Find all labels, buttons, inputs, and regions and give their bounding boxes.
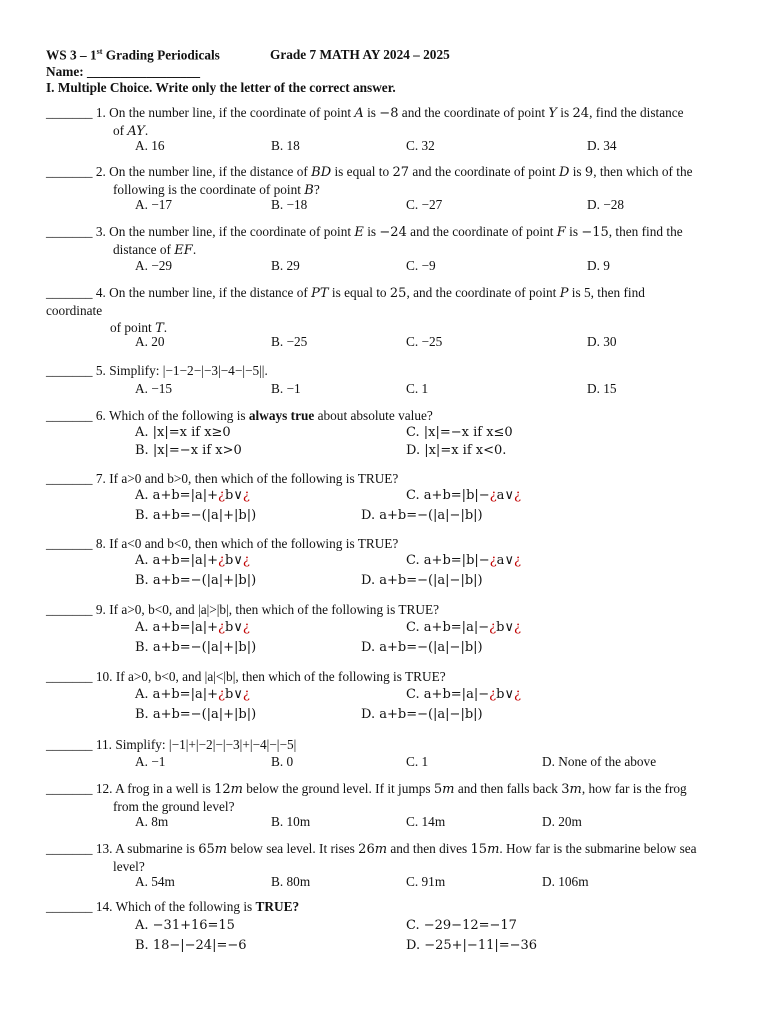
- answer-blank[interactable]: _______: [46, 285, 93, 300]
- option-d[interactable]: D. 30: [587, 334, 617, 349]
- option-c[interactable]: C. −27: [406, 197, 443, 212]
- option-a[interactable]: A. −29: [135, 258, 173, 273]
- option-a[interactable]: A. 54m: [135, 874, 175, 889]
- option-d[interactable]: D. a+b=−(|a|−|b|): [361, 573, 483, 588]
- answer-blank[interactable]: _______: [46, 841, 93, 856]
- section-heading: I. Multiple Choice. Write only the letter of the correct answer.: [46, 80, 396, 95]
- question-6: _______ 6. Which of the following is always true about absolute value? A. |x|=x if x≥0 C. |x|=−x if x≤0 B. |x|=−x if x>0 D. |x|=x if x<0.: [46, 408, 513, 458]
- option-b[interactable]: B. a+b=−(|a|+|b|): [135, 573, 257, 588]
- answer-blank[interactable]: _______: [46, 602, 93, 617]
- worksheet-title: WS 3 – 1st Grading Periodicals: [46, 47, 220, 63]
- question-14: _______ 14. Which of the following is TRUE? A. −31+16=15 C. −29−12=−17 B. 18−|−24|=−6 D. −25+|−11|=−36: [46, 899, 538, 953]
- name-field[interactable]: Name: _________________: [46, 64, 201, 79]
- option-b[interactable]: B. 80m: [271, 874, 311, 889]
- option-c[interactable]: C. 14m: [406, 814, 446, 829]
- option-c[interactable]: C. 91m: [406, 874, 446, 889]
- option-b[interactable]: B. a+b=−(|a|+|b|): [135, 508, 257, 523]
- option-c[interactable]: C. −25: [406, 334, 443, 349]
- option-a[interactable]: A. −1: [135, 754, 166, 769]
- answer-blank[interactable]: _______: [46, 899, 93, 914]
- answer-blank[interactable]: _______: [46, 471, 93, 486]
- option-c[interactable]: C. a+b=|a|−¿b∨¿: [406, 687, 521, 702]
- question-12: _______ 12. A frog in a well is 12m below the ground level. If it jumps 5m and then falls back 3m, how far is the frog from the ground level? A. 8m B. 10m C. 14m D. 20m: [46, 781, 687, 829]
- question-4: _______ 4. On the number line, if the distance of PT is equal to 25, and the coordinate of point P is 5, then find coordinate of point T. A. 20 B. −25 C. −25 D. 30: [46, 285, 645, 349]
- option-c[interactable]: C. a+b=|a|−¿b∨¿: [406, 620, 521, 635]
- option-c[interactable]: C. 1: [406, 754, 429, 769]
- option-d[interactable]: D. 106m: [542, 874, 589, 889]
- option-b[interactable]: B. a+b=−(|a|+|b|): [135, 640, 257, 655]
- option-c[interactable]: C. 1: [406, 381, 429, 396]
- answer-blank[interactable]: _______: [46, 164, 93, 179]
- option-b[interactable]: B. 29: [271, 258, 300, 273]
- option-d[interactable]: D. |x|=x if x<0.: [406, 443, 507, 458]
- option-b[interactable]: B. 18: [271, 138, 300, 153]
- option-d[interactable]: D. a+b=−(|a|−|b|): [361, 640, 483, 655]
- question-9: _______ 9. If a>0, b<0, and |a|>|b|, then which of the following is TRUE? A. a+b=|a|+¿b∨¿ C. a+b=|a|−¿b∨¿ B. a+b=−(|a|+|b|) D. a+b=−(|a|−|b|): [46, 602, 521, 655]
- option-d[interactable]: D. −25+|−11|=−36: [406, 938, 538, 953]
- option-d[interactable]: D. 20m: [542, 814, 582, 829]
- question-13: _______ 13. A submarine is 65m below sea level. It rises 26m and then dives 15m. How far is the submarine below sea level? A. 54m B. 80m C. 91m D. 106m: [46, 841, 697, 889]
- question-3: _______ 3. On the number line, if the coordinate of point E is −24 and the coordinate of point F is −15, then find the distance of EF. A. −29 B. 29 C. −9 D. 9: [46, 224, 683, 273]
- option-d[interactable]: D. 15: [587, 381, 617, 396]
- option-b[interactable]: B. a+b=−(|a|+|b|): [135, 707, 257, 722]
- option-d[interactable]: D. a+b=−(|a|−|b|): [361, 707, 483, 722]
- answer-blank[interactable]: _______: [46, 224, 93, 239]
- question-7: _______ 7. If a>0 and b>0, then which of the following is TRUE? A. a+b=|a|+¿b∨¿ C. a+b=|b|−¿a∨¿ B. a+b=−(|a|+|b|) D. a+b=−(|a|−|b|): [46, 471, 521, 523]
- answer-blank[interactable]: _______: [46, 363, 93, 378]
- question-1: _______ 1. On the number line, if the coordinate of point A is −8 and the coordinate of point Y is 24, find the distance of AY. A. 16 B. 18 C. 32 D. 34: [46, 105, 684, 153]
- answer-blank[interactable]: _______: [46, 105, 93, 120]
- option-a[interactable]: A. −15: [135, 381, 173, 396]
- option-c[interactable]: C. 32: [406, 138, 435, 153]
- option-a[interactable]: A. a+b=|a|+¿b∨¿: [135, 488, 250, 503]
- option-c[interactable]: C. a+b=|b|−¿a∨¿: [406, 553, 521, 568]
- option-b[interactable]: B. 10m: [271, 814, 311, 829]
- option-a[interactable]: A. 8m: [135, 814, 169, 829]
- option-a[interactable]: A. −31+16=15: [135, 918, 235, 933]
- option-a[interactable]: A. 20: [135, 334, 165, 349]
- answer-blank[interactable]: _______: [46, 408, 93, 423]
- option-b[interactable]: B. 0: [271, 754, 294, 769]
- option-b[interactable]: B. −1: [271, 381, 301, 396]
- option-b[interactable]: B. −25: [271, 334, 308, 349]
- question-2: _______ 2. On the number line, if the distance of BD is equal to 27 and the coordinate of point D is 9, then which of the following is the coordinate of point B? A. −17 B. −18 C. −27 D. −28: [46, 164, 693, 212]
- option-d[interactable]: D. a+b=−(|a|−|b|): [361, 508, 483, 523]
- option-b[interactable]: B. −18: [271, 197, 308, 212]
- option-c[interactable]: C. −9: [406, 258, 436, 273]
- grade-title: Grade 7 MATH AY 2024 – 2025: [270, 47, 450, 62]
- option-b[interactable]: B. |x|=−x if x>0: [135, 443, 242, 458]
- question-10: _______ 10. If a>0, b<0, and |a|<|b|, then which of the following is TRUE? A. a+b=|a|+¿b∨¿ C. a+b=|a|−¿b∨¿ B. a+b=−(|a|+|b|) D. a+b=−(|a|−|b|): [46, 669, 521, 722]
- option-b[interactable]: B. 18−|−24|=−6: [135, 938, 247, 953]
- option-a[interactable]: A. a+b=|a|+¿b∨¿: [135, 553, 250, 568]
- option-d[interactable]: D. −28: [587, 197, 625, 212]
- question-5: _______ 5. Simplify: |−1−2−|−3|−4−|−5||. A. −15 B. −1 C. 1 D. 15: [46, 363, 617, 396]
- question-11: _______ 11. Simplify: |−1|+|−2|−|−3|+|−4|−|−5| A. −1 B. 0 C. 1 D. None of the above: [46, 737, 657, 769]
- option-d[interactable]: D. None of the above: [542, 754, 657, 769]
- answer-blank[interactable]: _______: [46, 536, 93, 551]
- option-a[interactable]: A. a+b=|a|+¿b∨¿: [135, 620, 250, 635]
- option-a[interactable]: A. a+b=|a|+¿b∨¿: [135, 687, 250, 702]
- option-a[interactable]: A. |x|=x if x≥0: [135, 425, 231, 440]
- answer-blank[interactable]: _______: [46, 737, 93, 752]
- option-d[interactable]: D. 9: [587, 258, 610, 273]
- option-c[interactable]: C. −29−12=−17: [406, 918, 517, 933]
- option-a[interactable]: A. −17: [135, 197, 173, 212]
- question-8: _______ 8. If a<0 and b<0, then which of the following is TRUE? A. a+b=|a|+¿b∨¿ C. a+b=|b|−¿a∨¿ B. a+b=−(|a|+|b|) D. a+b=−(|a|−|b|): [46, 536, 521, 588]
- option-c[interactable]: C. |x|=−x if x≤0: [406, 425, 513, 440]
- option-d[interactable]: D. 34: [587, 138, 617, 153]
- option-a[interactable]: A. 16: [135, 138, 165, 153]
- answer-blank[interactable]: _______: [46, 669, 93, 684]
- option-c[interactable]: C. a+b=|b|−¿a∨¿: [406, 488, 521, 503]
- answer-blank[interactable]: _______: [46, 781, 93, 796]
